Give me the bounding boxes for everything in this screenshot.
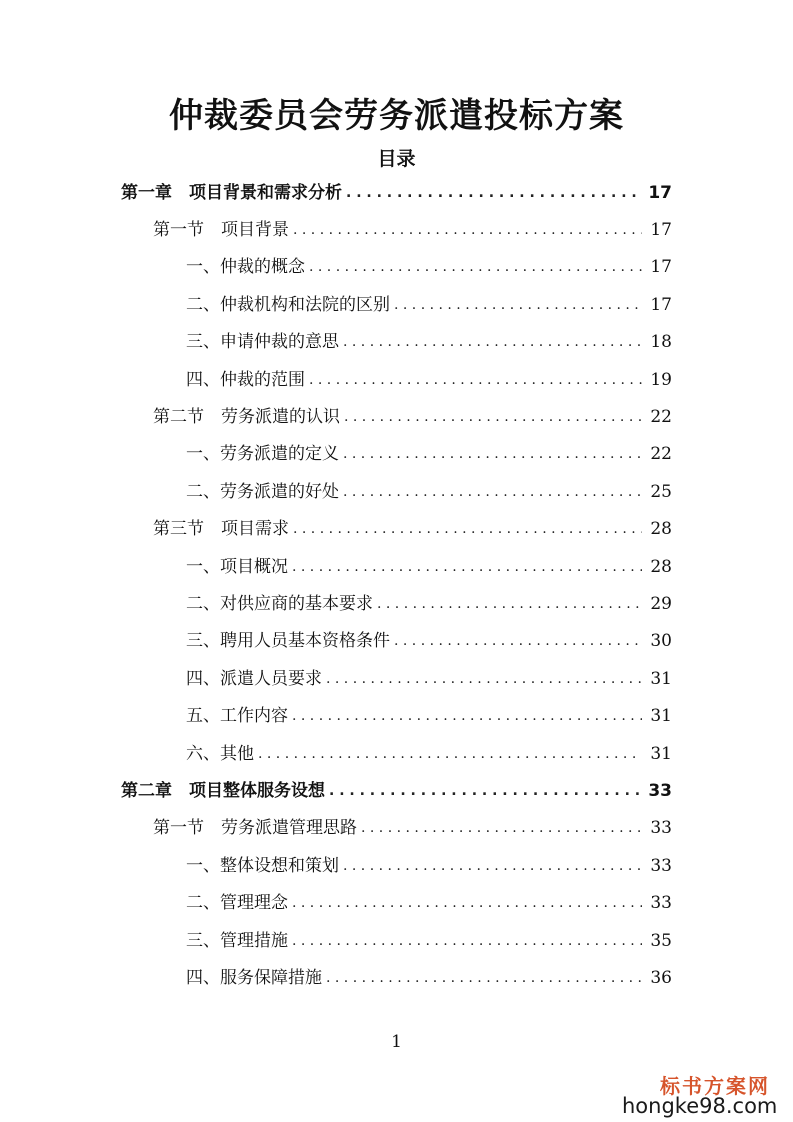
toc-entry-page: 18 xyxy=(650,332,672,353)
toc-entry-page: 17 xyxy=(650,294,672,315)
document-title: 仲裁委员会劳务派遣投标方案 xyxy=(169,96,624,136)
toc-entry-title: 三、申请仲裁的意思 xyxy=(186,332,339,353)
toc-entry-title: 二、劳务派遣的好处 xyxy=(186,481,339,502)
toc-dot-leader xyxy=(293,219,642,241)
toc-dot-leader xyxy=(293,518,642,540)
toc-entry[interactable] xyxy=(121,174,672,211)
toc-entry[interactable] xyxy=(153,511,672,548)
toc-entry-title: 一、整体设想和策划 xyxy=(186,855,339,876)
toc-entry-page: 31 xyxy=(650,706,672,727)
toc-entry-page: 17 xyxy=(648,182,672,203)
toc-entry[interactable] xyxy=(186,922,672,959)
toc-entry[interactable] xyxy=(186,847,672,884)
toc-entry-title: 二、仲裁机构和法院的区别 xyxy=(186,294,390,315)
toc-entry-page: 22 xyxy=(650,444,672,465)
toc-dot-leader xyxy=(343,855,642,877)
toc-entry[interactable] xyxy=(186,286,672,323)
toc-entry-page: 31 xyxy=(650,668,672,689)
toc-dot-leader xyxy=(292,892,642,914)
toc-dot-leader xyxy=(343,443,642,465)
toc-entry[interactable] xyxy=(186,959,672,996)
toc-entry-title: 第二节 劳务派遣的认识 xyxy=(153,406,340,427)
toc-entry-title: 第一节 劳务派遣管理思路 xyxy=(153,818,357,839)
toc-entry[interactable] xyxy=(186,660,672,697)
toc-dot-leader xyxy=(394,630,642,652)
toc-entry[interactable] xyxy=(186,249,672,286)
toc-dot-leader xyxy=(292,930,642,952)
toc-entry[interactable] xyxy=(186,585,672,622)
watermark-site-url: hongke98.com xyxy=(622,1094,778,1118)
toc-entry-title: 三、聘用人员基本资格条件 xyxy=(186,631,390,652)
toc-entry-page: 19 xyxy=(650,369,672,390)
toc-entry[interactable] xyxy=(186,623,672,660)
toc-entry-title: 一、劳务派遣的定义 xyxy=(186,444,339,465)
toc-entry-page: 31 xyxy=(650,743,672,764)
toc-dot-leader xyxy=(309,256,642,278)
toc-entry-page: 36 xyxy=(650,967,672,988)
toc-entry-title: 一、仲裁的概念 xyxy=(186,257,305,278)
toc-entry-page: 28 xyxy=(650,519,672,540)
toc-entry[interactable] xyxy=(186,885,672,922)
toc-entry-title: 二、管理理念 xyxy=(186,893,288,914)
toc-dot-leader xyxy=(361,817,642,839)
toc-entry-page: 33 xyxy=(650,818,672,839)
toc-dot-leader xyxy=(343,481,642,503)
toc-entry-page: 25 xyxy=(650,481,672,502)
toc-entry-title: 第三节 项目需求 xyxy=(153,519,289,540)
toc-entry[interactable] xyxy=(186,735,672,772)
toc-entry-title: 第二章 项目整体服务设想 xyxy=(121,780,325,801)
toc-dot-leader xyxy=(329,780,642,802)
page-number: 1 xyxy=(391,1032,402,1052)
toc-entry[interactable] xyxy=(153,398,672,435)
toc-entry-title: 一、项目概况 xyxy=(186,556,288,577)
watermark-site-name: 标书方案网 xyxy=(660,1074,770,1098)
toc-entry-title: 第一节 项目背景 xyxy=(153,219,289,240)
toc-dot-leader xyxy=(326,967,642,989)
toc-entry-title: 四、派遣人员要求 xyxy=(186,668,322,689)
toc-entry[interactable] xyxy=(186,436,672,473)
toc-dot-leader xyxy=(377,593,642,615)
toc-entry[interactable] xyxy=(186,698,672,735)
toc-entry-title: 六、其他 xyxy=(186,743,254,764)
toc-entry-page: 33 xyxy=(648,780,672,801)
toc-dot-leader xyxy=(326,668,642,690)
toc-dot-leader xyxy=(346,182,642,204)
toc-dot-leader xyxy=(292,556,642,578)
toc-entry[interactable] xyxy=(186,548,672,585)
toc-entry-title: 四、仲裁的范围 xyxy=(186,369,305,390)
toc-entry[interactable] xyxy=(121,772,672,809)
toc-entry-page: 28 xyxy=(650,556,672,577)
toc-entry[interactable] xyxy=(186,324,672,361)
toc-heading: 目录 xyxy=(377,148,416,170)
toc-entry[interactable] xyxy=(153,211,672,248)
toc-dot-leader xyxy=(343,331,642,353)
toc-dot-leader xyxy=(394,294,642,316)
toc-entry-title: 五、工作内容 xyxy=(186,706,288,727)
toc-dot-leader xyxy=(292,705,642,727)
toc-entry[interactable] xyxy=(153,810,672,847)
toc-dot-leader xyxy=(344,406,642,428)
toc-entry-page: 33 xyxy=(650,855,672,876)
toc-entry-page: 30 xyxy=(650,631,672,652)
toc-entry-page: 22 xyxy=(650,406,672,427)
toc-entry-page: 17 xyxy=(650,257,672,278)
toc-entry-title: 四、服务保障措施 xyxy=(186,967,322,988)
toc-entry-title: 三、管理措施 xyxy=(186,930,288,951)
toc-entry-page: 33 xyxy=(650,893,672,914)
toc-entry[interactable] xyxy=(186,473,672,510)
toc-entry-title: 二、对供应商的基本要求 xyxy=(186,593,373,614)
toc-entry-title: 第一章 项目背景和需求分析 xyxy=(121,182,342,203)
toc-entry-page: 17 xyxy=(650,219,672,240)
toc-entry[interactable] xyxy=(186,361,672,398)
toc-entry-page: 35 xyxy=(650,930,672,951)
toc-dot-leader xyxy=(309,369,642,391)
toc-entry-page: 29 xyxy=(650,593,672,614)
toc-dot-leader xyxy=(258,743,642,765)
